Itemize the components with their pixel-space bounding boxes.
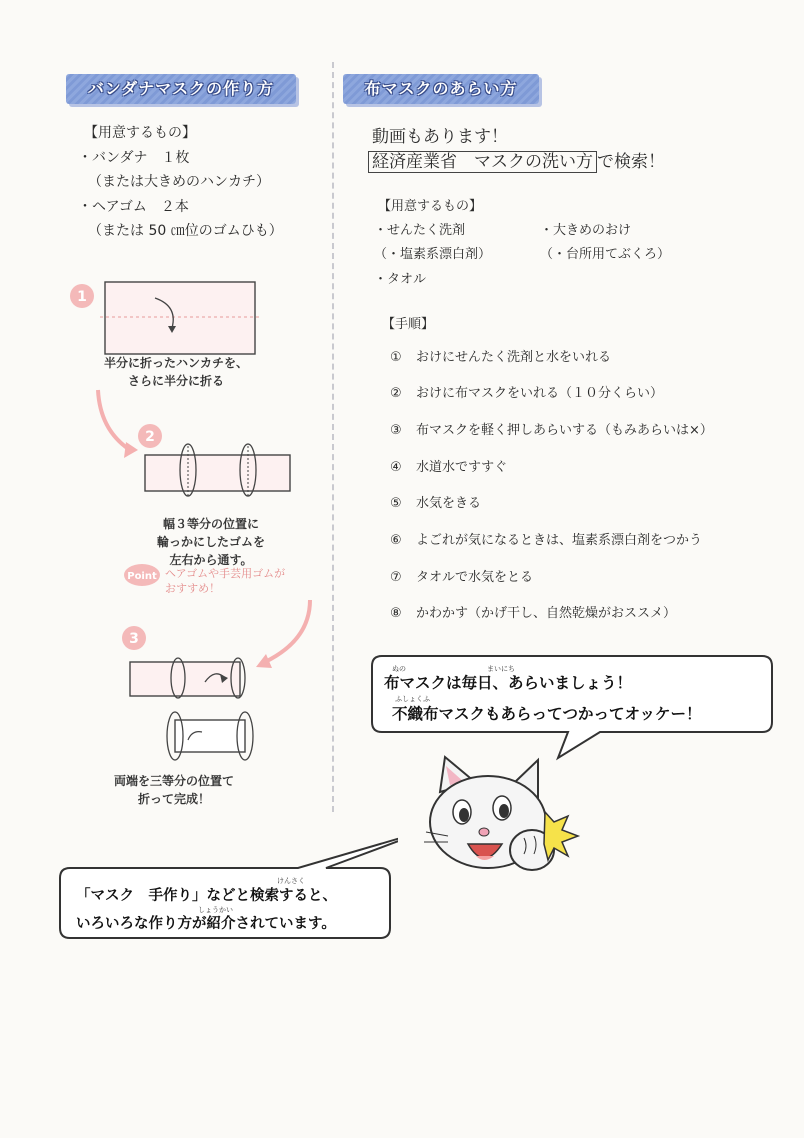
- caption-line: 左右から通す。: [169, 553, 253, 567]
- step-3-badge: [122, 626, 146, 650]
- step-2-caption: [136, 515, 286, 569]
- bubble-bottom-line2: いろいろな作り方が紹介されています。: [76, 916, 336, 932]
- procedure-step: ① おけにせんたく洗剤と水をいれる: [390, 350, 612, 365]
- step-number: 3: [129, 631, 139, 647]
- ruby: ぬの: [392, 665, 406, 673]
- ruby: ふしょくふ: [395, 695, 430, 703]
- step-number: 2: [145, 429, 155, 445]
- caption-line: 折って完成！: [137, 792, 210, 806]
- point-label: Point: [127, 571, 157, 582]
- caption-line: 輪っかにしたゴムを: [156, 535, 265, 549]
- left-title: バンダナマスクの作り方: [87, 79, 275, 98]
- sparkle-icon: [544, 812, 578, 860]
- step-2-badge: [138, 424, 162, 448]
- search-keyword-box: 経済産業省 マスクの洗い方: [368, 151, 597, 173]
- cloth-step-1: [105, 282, 255, 354]
- left-material-item: （または 50 ㎝位のゴムひも）: [88, 223, 283, 239]
- procedure-step: ④ 水道水ですすぐ: [390, 460, 508, 475]
- cloth-step-2: [145, 455, 290, 491]
- flow-arrow-icon: [265, 600, 310, 662]
- right-material-item: ・大きめのおけ: [540, 223, 632, 238]
- caption-line: 幅３等分の位置に: [162, 517, 259, 531]
- right-title: 布マスクのあらい方: [364, 79, 518, 98]
- bubble-top-line2: 不織布マスクもあらってつかってオッケー！: [392, 705, 702, 723]
- left-material-item: ・バンダナ １枚: [78, 150, 190, 166]
- step-1-caption: [96, 354, 256, 390]
- right-material-item: ・タオル: [374, 272, 427, 287]
- right-title-banner: [343, 74, 539, 104]
- procedure-heading: 【手順】: [382, 317, 435, 332]
- column-divider: [332, 62, 334, 812]
- procedure-step: ⑦ タオルで水気をとる: [390, 570, 534, 585]
- search-instruction: [368, 147, 665, 172]
- step-1-badge: [70, 284, 94, 308]
- search-suffix: で検索！: [597, 152, 665, 172]
- right-material-item: （・台所用てぶくろ）: [540, 247, 671, 262]
- procedure-step: ⑤ 水気をきる: [390, 496, 482, 511]
- bubble-top-line1: 布マスクは毎日、あらいましょう！: [384, 674, 633, 692]
- finished-mask: [175, 720, 245, 752]
- procedure-step: ⑧ かわかす（かげ干し、自然乾燥がおススメ）: [390, 606, 677, 621]
- point-text-line: おすすめ！: [165, 582, 221, 595]
- step-3-caption: [104, 772, 244, 808]
- caption-line: 両端を三等分の位置て: [113, 774, 234, 788]
- bubble-bottom-line1: 「マスク 手作り」などと検索すると、: [76, 888, 337, 904]
- left-title-banner: [66, 74, 296, 104]
- caption-line: さらに半分に折る: [127, 374, 224, 388]
- video-line: 動画もあります！: [372, 127, 508, 147]
- left-material-item: （または大きめのハンカチ）: [88, 174, 270, 190]
- left-material-item: ・ヘアゴム ２本: [78, 199, 189, 215]
- procedure-step: ② おけに布マスクをいれる（１０分くらい）: [390, 386, 664, 401]
- flow-arrow-icon: [98, 390, 130, 450]
- procedure-step: ③ 布マスクを軽く押しあらいする（もみあらいは×）: [390, 423, 713, 438]
- right-material-item: ・せんたく洗剤: [374, 223, 466, 238]
- cat-mascot: [420, 752, 590, 902]
- ruby: しょうかい: [198, 906, 233, 914]
- point-text: [165, 566, 285, 596]
- procedure-step: ⑥ よごれが気になるときは、塩素系漂白剤をつかう: [390, 533, 703, 548]
- ruby: まいにち: [487, 665, 515, 673]
- right-material-item: （・塩素系漂白剤）: [374, 247, 492, 262]
- right-materials-heading: 【用意するもの】: [378, 199, 483, 214]
- ruby: けんさく: [277, 877, 305, 885]
- step-number: 1: [77, 289, 87, 305]
- caption-line: 半分に折ったハンカチを、: [103, 356, 248, 370]
- point-text-line: ヘアゴムや手芸用ゴムが: [165, 567, 286, 580]
- left-materials-heading: 【用意するもの】: [84, 125, 196, 141]
